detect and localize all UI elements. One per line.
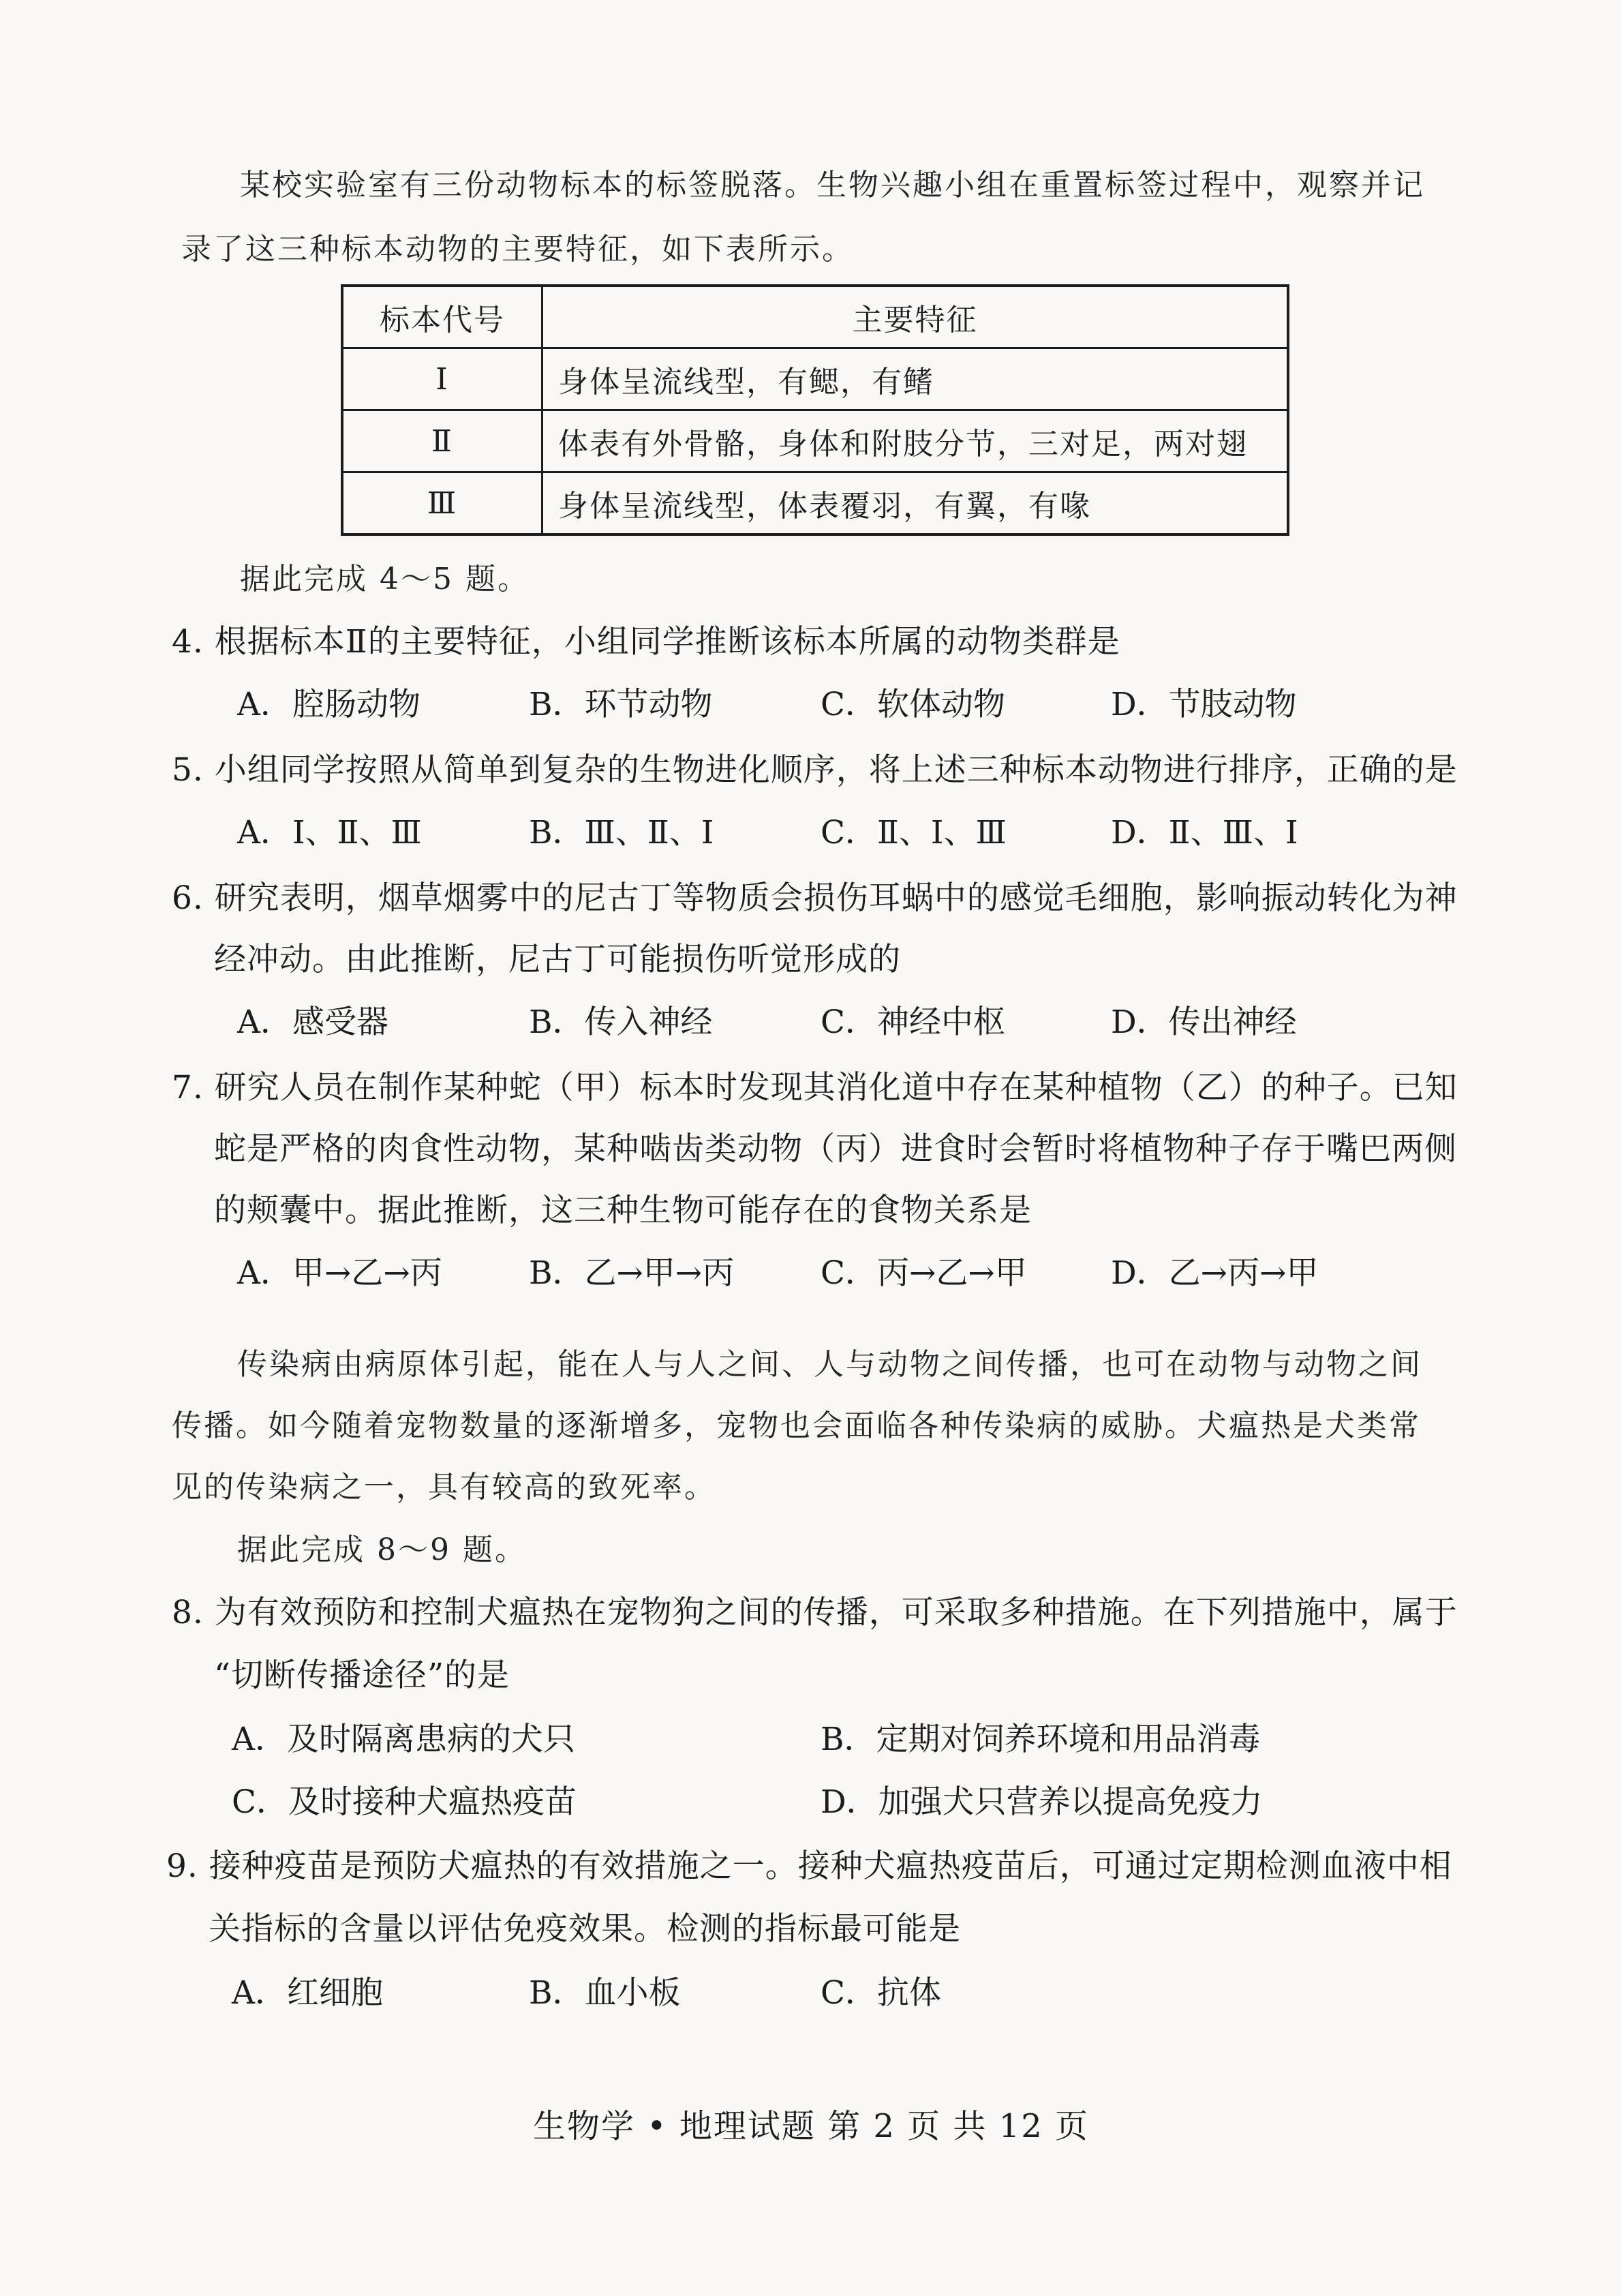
table-cell-code: Ⅰ: [342, 348, 542, 410]
question-7-option-b: B．乙→甲→丙: [529, 1254, 735, 1292]
material-2-line-1: 传染病由病原体引起，能在人与人之间、人与动物之间传播，也可在动物与动物之间: [237, 1347, 1422, 1382]
question-8-option-a: A．及时隔离患病的犬只: [232, 1721, 575, 1758]
table-row: [342, 410, 1288, 472]
material-2-line-3: 见的传染病之一，具有较高的致死率。: [172, 1470, 716, 1505]
material-2-instruction: 据此完成 8～9 题。: [237, 1532, 527, 1567]
question-4-option-b: B．环节动物: [529, 686, 713, 723]
question-8-option-b: B．定期对饲养环境和用品消毒: [821, 1721, 1261, 1758]
question-9-option-a: A．红细胞: [232, 1974, 383, 2012]
question-7-option-c: C．丙→乙→甲: [821, 1254, 1027, 1292]
table-cell-features: 体表有外骨骼，身体和附肢分节，三对足，两对翅: [542, 410, 1289, 472]
material-1-line-2: 录了这三种标本动物的主要特征，如下表所示。: [181, 232, 854, 267]
table-cell-features: 身体呈流线型，体表覆羽，有翼，有喙: [542, 472, 1289, 535]
question-9-stem-line-2: 关指标的含量以评估免疫效果。检测的指标最可能是: [209, 1910, 961, 1948]
material-2-line-2: 传播。如今随着宠物数量的逐渐增多，宠物也会面临各种传染病的威胁。犬瘟热是犬类常: [172, 1408, 1421, 1443]
table-cell-code: Ⅲ: [342, 472, 542, 535]
question-9-option-b: B．血小板: [529, 1974, 681, 2012]
material-1-line-1: 某校实验室有三份动物标本的标签脱落。生物兴趣小组在重置标签过程中，观察并记: [240, 168, 1425, 202]
table-header-code: 标本代号: [342, 286, 542, 348]
question-8-option-d: D．加强犬只营养以提高免疫力: [821, 1783, 1263, 1821]
question-5-option-c: C．Ⅱ、Ⅰ、Ⅲ: [821, 814, 1007, 851]
question-6-option-b: B．传入神经: [529, 1003, 713, 1041]
question-8-option-c: C．及时接种犬瘟热疫苗: [232, 1783, 577, 1821]
question-4-option-d: D．节肢动物: [1111, 686, 1297, 723]
question-9-stem-line-1: 9. 接种疫苗是预防犬瘟热的有效措施之一。接种犬瘟热疫苗后，可通过定期检测血液中相: [166, 1847, 1452, 1885]
question-6-stem-line-1: 6. 研究表明，烟草烟雾中的尼古丁等物质会损伤耳蜗中的感觉毛细胞，影响振动转化为神: [172, 879, 1458, 917]
question-5-option-a: A．Ⅰ、Ⅱ、Ⅲ: [237, 814, 422, 851]
question-7-stem-line-3: 的颊囊中。据此推断，这三种生物可能存在的食物关系是: [214, 1192, 1032, 1229]
question-7-option-d: D．乙→丙→甲: [1111, 1254, 1319, 1292]
question-5-option-d: D．Ⅱ、Ⅲ、Ⅰ: [1111, 814, 1298, 851]
question-4-option-a: A．腔肠动物: [237, 686, 420, 723]
question-9-option-c: C．抗体: [821, 1974, 941, 2012]
question-8-stem-line-2: “切断传播途径”的是: [214, 1657, 510, 1694]
table-header-row: [342, 286, 1288, 348]
question-7-stem-line-2: 蛇是严格的肉食性动物，某种啮齿类动物（丙）进食时会暂时将植物种子存于嘴巴两侧: [214, 1130, 1457, 1168]
material-1-instruction: 据此完成 4～5 题。: [240, 562, 530, 596]
question-7-option-a: A．甲→乙→丙: [237, 1254, 442, 1292]
question-7-stem-line-1: 7. 研究人员在制作某种蛇（甲）标本时发现其消化道中存在某种植物（乙）的种子。已知: [172, 1069, 1458, 1106]
question-8-stem-line-1: 8. 为有效预防和控制犬瘟热在宠物狗之间的传播，可采取多种措施。在下列措施中，属于: [172, 1594, 1458, 1631]
question-4-stem: 4. 根据标本Ⅱ的主要特征，小组同学推断该标本所属的动物类群是: [172, 623, 1120, 661]
question-4-option-c: C．软体动物: [821, 686, 1005, 723]
page-footer: 生物学 • 地理试题 第 2 页 共 12 页: [533, 2107, 1089, 2145]
question-5-option-b: B．Ⅲ、Ⅱ、Ⅰ: [529, 814, 714, 851]
table-cell-code: Ⅱ: [342, 410, 542, 472]
specimen-table: [341, 284, 1289, 536]
table-header-features: 主要特征: [542, 286, 1289, 348]
question-6-option-c: C．神经中枢: [821, 1003, 1005, 1041]
question-5-stem: 5. 小组同学按照从简单到复杂的生物进化顺序，将上述三种标本动物进行排序，正确的是: [172, 751, 1458, 789]
table-cell-features: 身体呈流线型，有鳃，有鳍: [542, 348, 1289, 410]
question-6-option-d: D．传出神经: [1111, 1003, 1297, 1041]
table-row: [342, 472, 1288, 535]
table-row: [342, 348, 1288, 410]
question-6-option-a: A．感受器: [237, 1003, 388, 1041]
question-6-stem-line-2: 经冲动。由此推断，尼古丁可能损伤听觉形成的: [214, 941, 901, 978]
